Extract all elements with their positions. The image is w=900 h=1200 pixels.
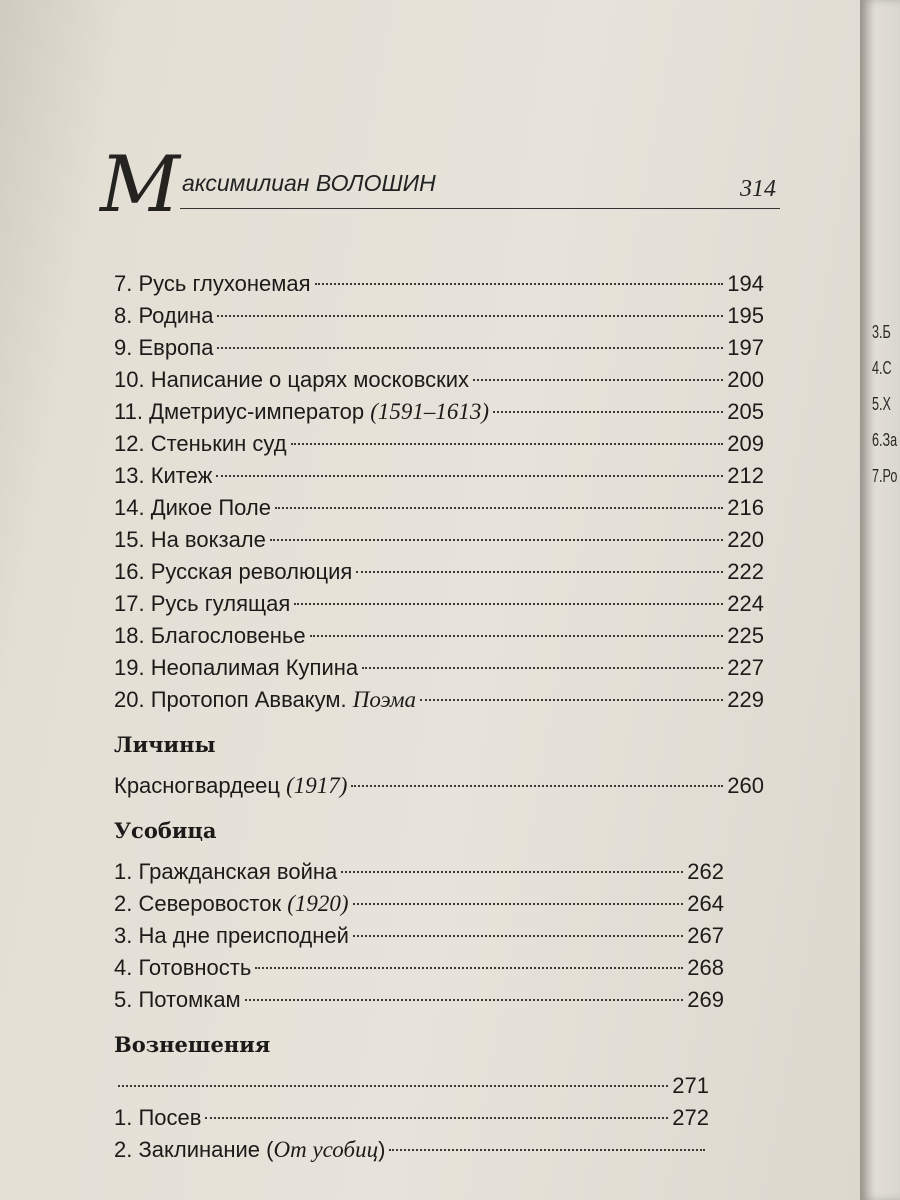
toc-entry[interactable]	[114, 364, 764, 396]
toc-entry[interactable]	[114, 920, 724, 952]
dot-leader	[217, 315, 723, 317]
adjacent-page-fragment: 6.За	[872, 430, 898, 450]
toc-entry-title	[114, 770, 347, 802]
toc-entry-page-number: 197	[727, 335, 764, 360]
dot-leader	[351, 785, 723, 787]
toc-entry-page-number: 272	[672, 1105, 709, 1130]
toc-entry-title-text: 16. Русская революция	[114, 559, 353, 584]
toc-entry-page-number: 195	[727, 303, 764, 328]
toc-entry-page-number: 194	[727, 271, 764, 296]
toc-entry-page-number: 271	[672, 1073, 709, 1098]
toc-entry[interactable]	[114, 620, 764, 652]
toc-entry[interactable]	[114, 888, 724, 920]
adjacent-page-fragment: 7.Ро	[872, 466, 898, 486]
toc-entry-italic-note: (1591–1613)	[370, 399, 490, 424]
toc-entry-page-number: 225	[727, 623, 764, 648]
toc-entry-title	[114, 492, 271, 524]
toc-entry-title-text: 17. Русь гулящая	[114, 591, 291, 616]
toc-entry-title	[114, 856, 337, 888]
dot-leader	[217, 347, 723, 349]
toc-entry[interactable]	[114, 856, 724, 888]
toc-entry-title	[114, 268, 311, 300]
toc-entry-title	[114, 396, 489, 428]
toc-entry[interactable]	[114, 684, 764, 716]
dot-leader	[270, 539, 723, 541]
toc-entry[interactable]	[114, 770, 764, 802]
toc-entry-page-number: 209	[727, 431, 764, 456]
toc-entry-title	[114, 556, 352, 588]
toc-entry[interactable]	[114, 492, 764, 524]
dot-leader	[216, 475, 723, 477]
toc-entry-page-number: 205	[727, 399, 764, 424]
dot-leader	[353, 935, 683, 937]
toc-entry-title	[114, 984, 241, 1016]
dot-leader	[362, 667, 723, 669]
toc-entry-title	[114, 460, 212, 492]
toc-entry[interactable]	[114, 1102, 709, 1134]
toc-entry-title-text: 20. Протопоп Аввакум.	[114, 687, 353, 712]
toc-entry-title-text: 7. Русь глухонемая	[114, 271, 311, 296]
toc-entry[interactable]	[114, 268, 764, 300]
toc-entry-page-number: 260	[727, 773, 764, 798]
toc-entry-title	[114, 300, 213, 332]
toc-entry-title-text: 2. Заклинание (	[114, 1137, 274, 1162]
dot-leader	[275, 507, 723, 509]
toc-entry-title	[114, 652, 358, 684]
toc-entry[interactable]	[114, 652, 764, 684]
toc-entry-title-text: 12. Стенькин суд	[114, 431, 287, 456]
toc-entry-title-text: 1. Гражданская война	[114, 859, 338, 884]
toc-entry-title-text: 18. Благословенье	[114, 623, 306, 648]
toc-entry[interactable]	[114, 1070, 709, 1102]
toc-entry-page-number: 216	[727, 495, 764, 520]
dot-leader	[353, 903, 684, 905]
toc-entry[interactable]	[114, 984, 724, 1016]
toc-entry-title-text: 19. Неопалимая Купина	[114, 655, 359, 680]
toc-entry-title	[114, 684, 416, 716]
toc-entry[interactable]	[114, 332, 764, 364]
toc-entry[interactable]	[114, 460, 764, 492]
toc-entry-title	[114, 1102, 201, 1134]
dot-leader	[205, 1117, 668, 1119]
dot-leader	[493, 411, 723, 413]
toc-entry-title	[114, 620, 306, 652]
toc-entry-title-text: 5. Потомкам	[114, 987, 241, 1012]
toc-entry-page-number: 224	[727, 591, 764, 616]
adjacent-page-fragment: 3.Б	[872, 322, 891, 342]
toc-entry-title	[114, 888, 349, 920]
dot-leader	[294, 603, 723, 605]
running-title: аксимилиан ВОЛОШИН	[182, 170, 436, 196]
toc-entry-page-number: 229	[727, 687, 764, 712]
toc-entry-title	[114, 364, 469, 396]
toc-entry-page-number: 222	[727, 559, 764, 584]
adjacent-page-edge	[860, 0, 900, 1200]
toc-entry[interactable]	[114, 300, 764, 332]
toc-entry-title-text: 4. Готовность	[114, 955, 252, 980]
toc-entry-italic-note: (1917)	[286, 773, 348, 798]
toc-entry-title-text: 3. На дне преисподней	[114, 923, 349, 948]
dot-leader	[310, 635, 724, 637]
toc-entry-title-suffix: )	[378, 1137, 386, 1162]
toc-entry-title-text: 8. Родина	[114, 303, 214, 328]
dot-leader	[389, 1149, 705, 1151]
toc-entry-page-number: 264	[687, 891, 724, 916]
dot-leader	[245, 999, 684, 1001]
toc-entry[interactable]	[114, 588, 764, 620]
toc-entry-title	[114, 920, 349, 952]
toc-entry-title-text: 10. Написание о царях московских	[114, 367, 470, 392]
toc-entry-title	[114, 952, 251, 984]
dot-leader	[291, 443, 724, 445]
toc-entry-title	[114, 588, 290, 620]
toc-entry-title-text: 11. Дметриус-император	[114, 399, 371, 424]
toc-entry-page-number: 269	[687, 987, 724, 1012]
dot-leader	[255, 967, 683, 969]
toc-entry-page-number: 227	[727, 655, 764, 680]
header-initial-letter: М	[100, 140, 180, 230]
toc-entry-page-number: 220	[727, 527, 764, 552]
dot-leader	[420, 699, 723, 701]
toc-entry[interactable]	[114, 396, 764, 428]
toc-entry-page-number: 268	[687, 955, 724, 980]
dot-leader	[315, 283, 724, 285]
toc-entry[interactable]	[114, 524, 764, 556]
dot-leader	[118, 1085, 668, 1087]
toc-entry-title	[114, 524, 266, 556]
toc-entry-page-number: 200	[727, 367, 764, 392]
section-heading: Личины	[114, 732, 216, 757]
toc-entry-title-text: 9. Европа	[114, 335, 214, 360]
toc-entry[interactable]	[114, 556, 764, 588]
toc-entry-title	[114, 332, 213, 364]
toc-entry-title-text: 14. Дикое Поле	[114, 495, 271, 520]
toc-entry[interactable]	[114, 952, 724, 984]
toc-entry-italic-note: От усобиц	[273, 1137, 379, 1162]
page-number: 314	[740, 176, 776, 202]
dot-leader	[341, 871, 683, 873]
toc-entry-title-text: 13. Китеж	[114, 463, 213, 488]
dot-leader	[356, 571, 723, 573]
toc-entry-italic-note: (1920)	[287, 891, 349, 916]
toc-entry-title	[114, 428, 287, 460]
toc-entry-page-number: 262	[687, 859, 724, 884]
toc-entry[interactable]	[114, 428, 764, 460]
toc-entry-page-number: 212	[727, 463, 764, 488]
table-of-contents	[114, 268, 764, 1166]
toc-entry-title-text: 2. Северовосток	[114, 891, 288, 916]
header-rule	[180, 208, 780, 209]
adjacent-page-fragment: 4.С	[872, 358, 892, 378]
toc-entry-title	[114, 1134, 385, 1166]
dot-leader	[473, 379, 723, 381]
toc-entry-page-number: 267	[687, 923, 724, 948]
page-header	[100, 140, 780, 230]
toc-entry-title-text: 15. На вокзале	[114, 527, 266, 552]
toc-entry-title-text: Красногвардеец	[114, 773, 287, 798]
toc-entry-title-text: 1. Посев	[114, 1105, 202, 1130]
adjacent-page-fragment: 5.Х	[872, 394, 891, 414]
section-heading: Усобица	[114, 818, 217, 843]
toc-entry[interactable]	[114, 1134, 709, 1166]
toc-entry-italic-note: Поэма	[352, 687, 416, 712]
section-heading: Вознешения	[114, 1032, 271, 1057]
